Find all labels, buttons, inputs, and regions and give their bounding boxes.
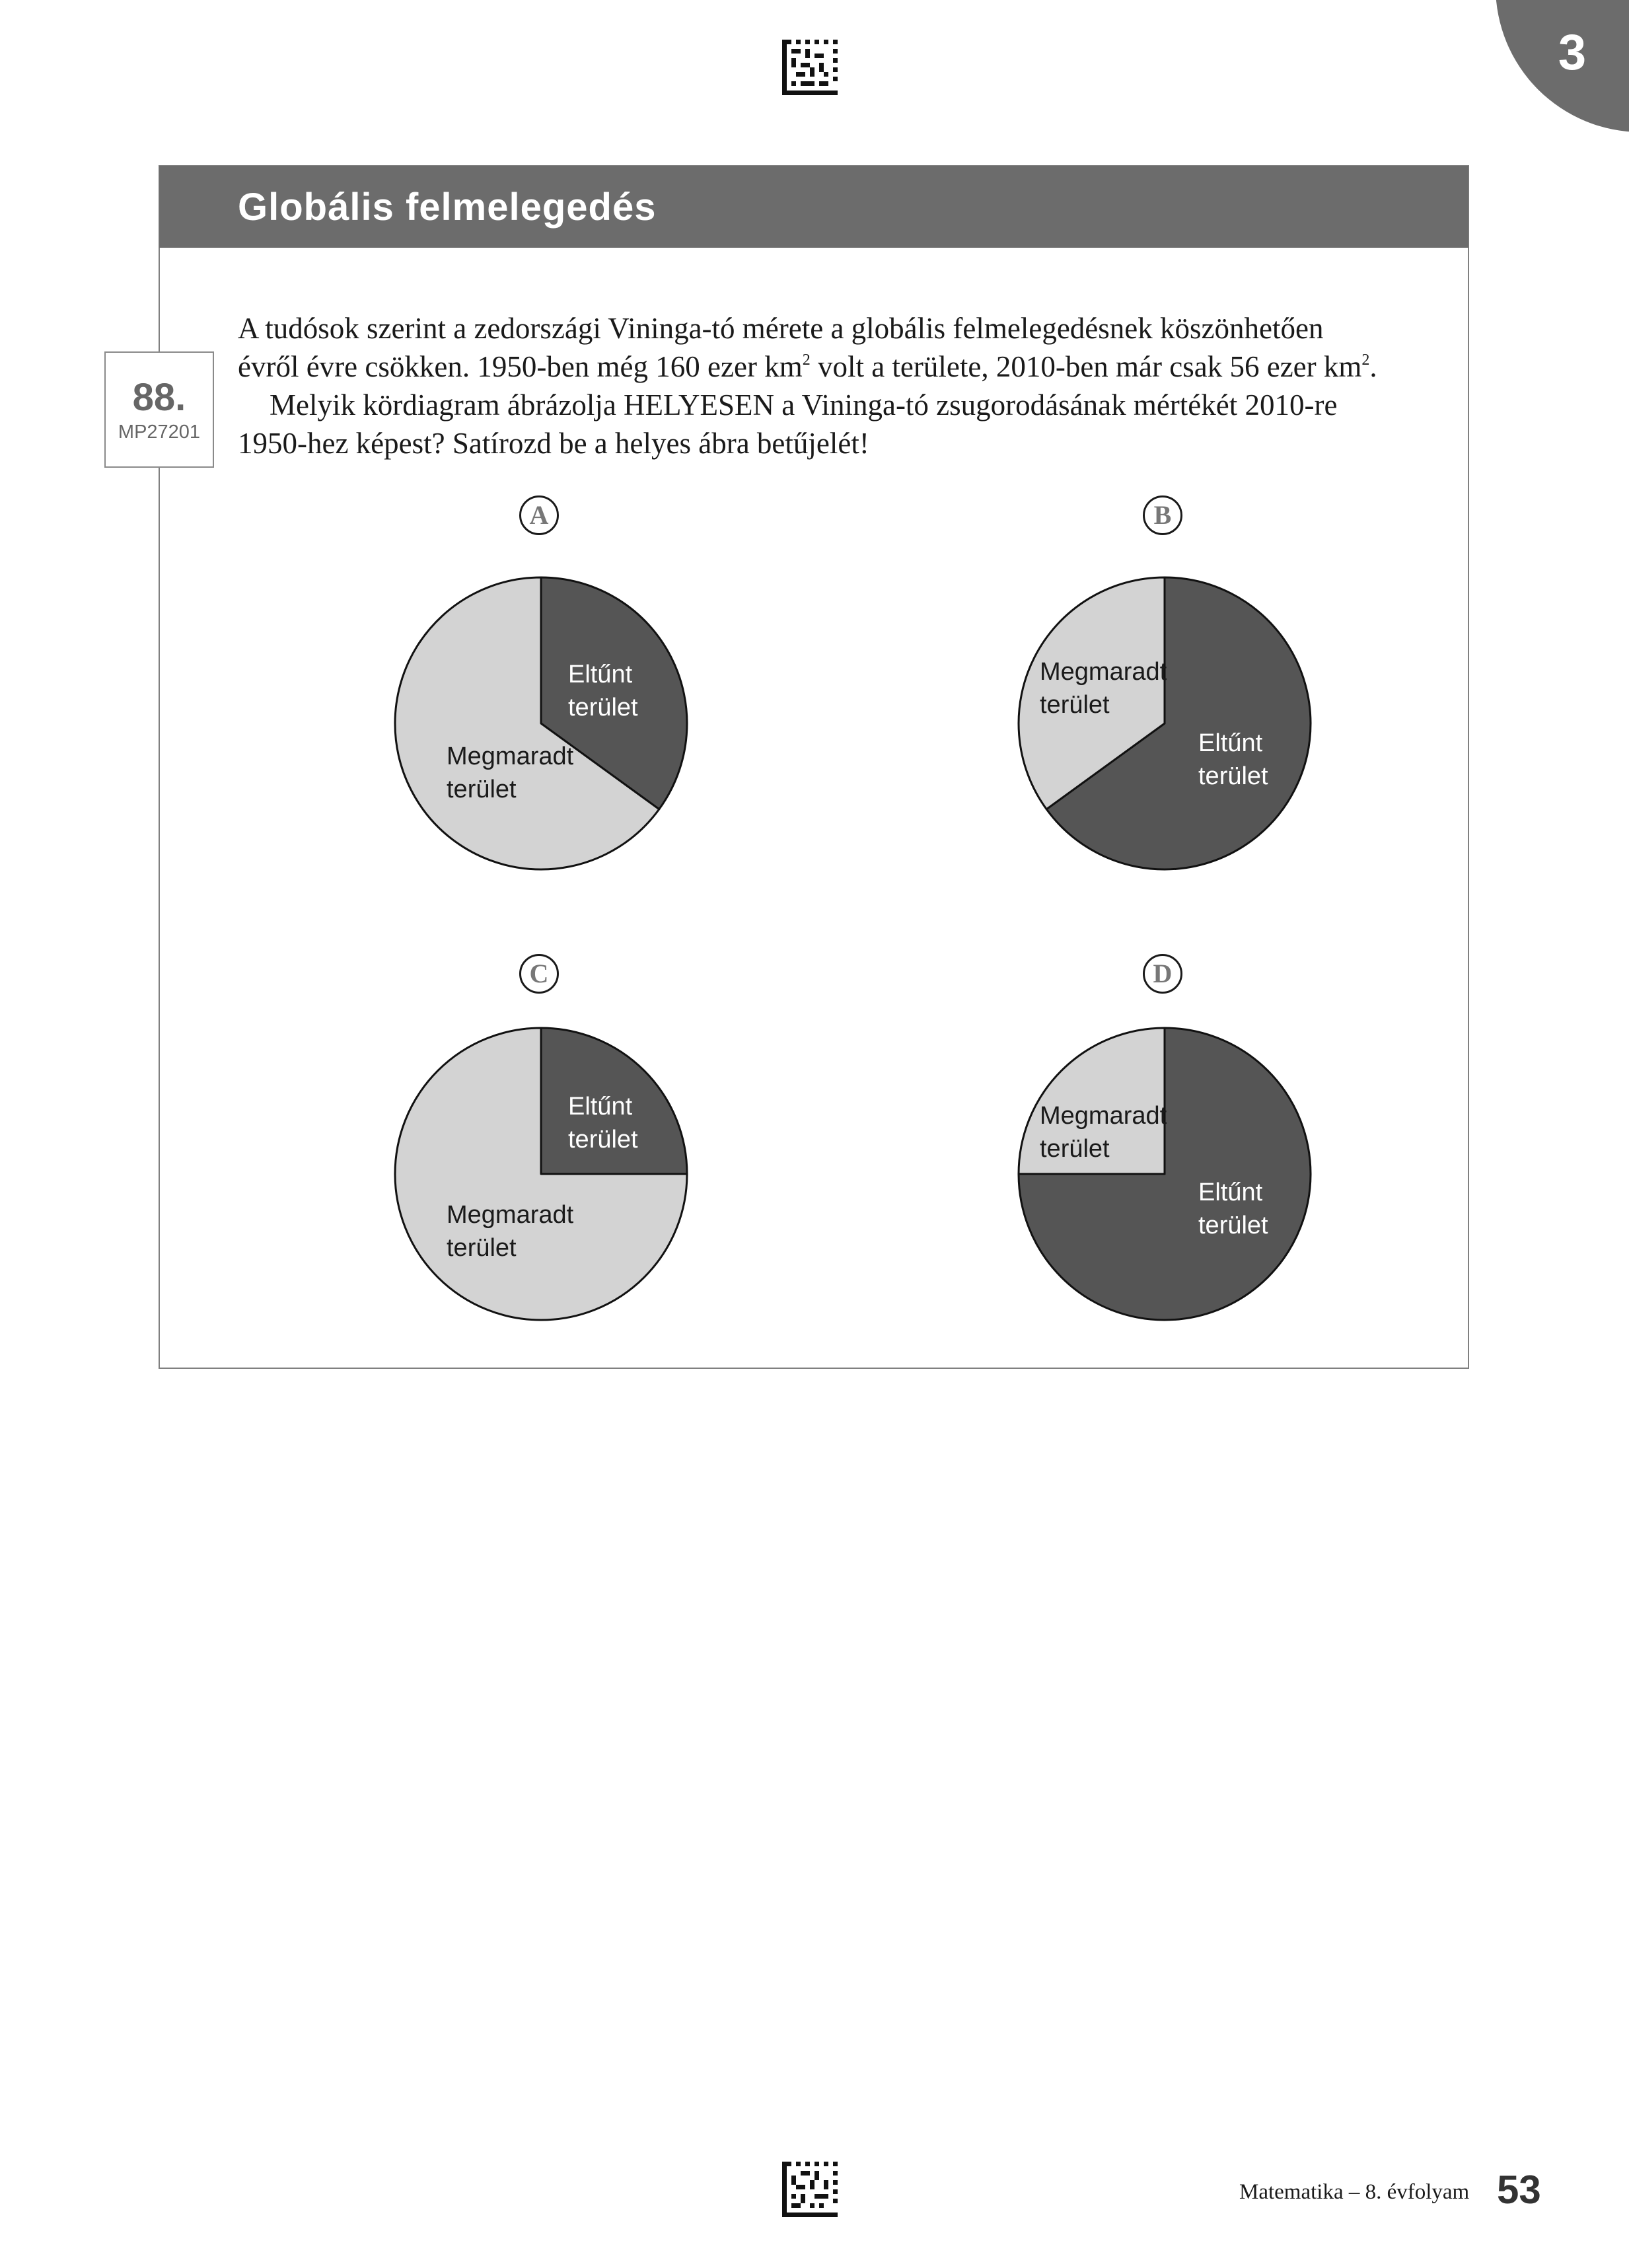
option-a-letter[interactable]: A: [519, 495, 559, 535]
footer-subject: Matematika – 8. évfolyam: [1239, 2180, 1470, 2204]
question-text: [238, 309, 1480, 462]
question-number-box: [104, 351, 214, 468]
pie-d-label-remaining: Megmaradt terület: [1040, 1102, 1167, 1163]
chapter-number: 3: [1558, 24, 1587, 81]
question-line-1: Melyik kördiagram ábrázolja HELYESEN a Vininga-tó zsugorodásának mértékét 2010-re: [270, 388, 1338, 421]
pie-d-label-disappeared: Eltűnt terület: [1198, 1179, 1268, 1239]
pie-a-label-disappeared: Eltűnt terület: [568, 661, 638, 721]
pie-a-label-remaining: Megmaradt terület: [447, 743, 574, 803]
pie-chart-b: [1016, 575, 1313, 872]
intro-line-1: A tudósok szerint a zedországi Vininga-tó mérete a globális felmelegedésnek köszönhetően: [238, 312, 1324, 345]
question-number: 88.: [132, 376, 186, 419]
pie-chart-d: [1016, 1025, 1313, 1323]
pie-c-label-remaining: Megmaradt terület: [447, 1201, 574, 1262]
intro-line-2: évről évre csökken. 1950-ben még 160 ezer $km^2$ volt a területe, 2010-ben már csak 56 ezer $km^2$.: [238, 350, 1377, 383]
pie-chart-a: [392, 575, 690, 872]
barcode-top-image: [782, 40, 838, 95]
footer-page-number: 53: [1497, 2168, 1541, 2212]
pie-c-label-disappeared: Eltűnt terület: [568, 1093, 638, 1153]
pie-chart-c: [392, 1025, 690, 1323]
question-line-2: 1950-hez képest? Satírozd be a helyes ábra betűjelét!: [238, 427, 869, 460]
option-c-letter[interactable]: C: [519, 954, 559, 994]
task-title: Globális felmelegedés: [238, 186, 657, 229]
question-code: MP27201: [118, 421, 201, 443]
pie-b-label-remaining: Megmaradt terület: [1040, 658, 1167, 719]
barcode-bottom-image: [782, 2162, 838, 2217]
option-b-letter[interactable]: B: [1143, 495, 1182, 535]
pie-b-label-disappeared: Eltűnt terület: [1198, 729, 1268, 790]
option-d-letter[interactable]: D: [1143, 954, 1182, 994]
